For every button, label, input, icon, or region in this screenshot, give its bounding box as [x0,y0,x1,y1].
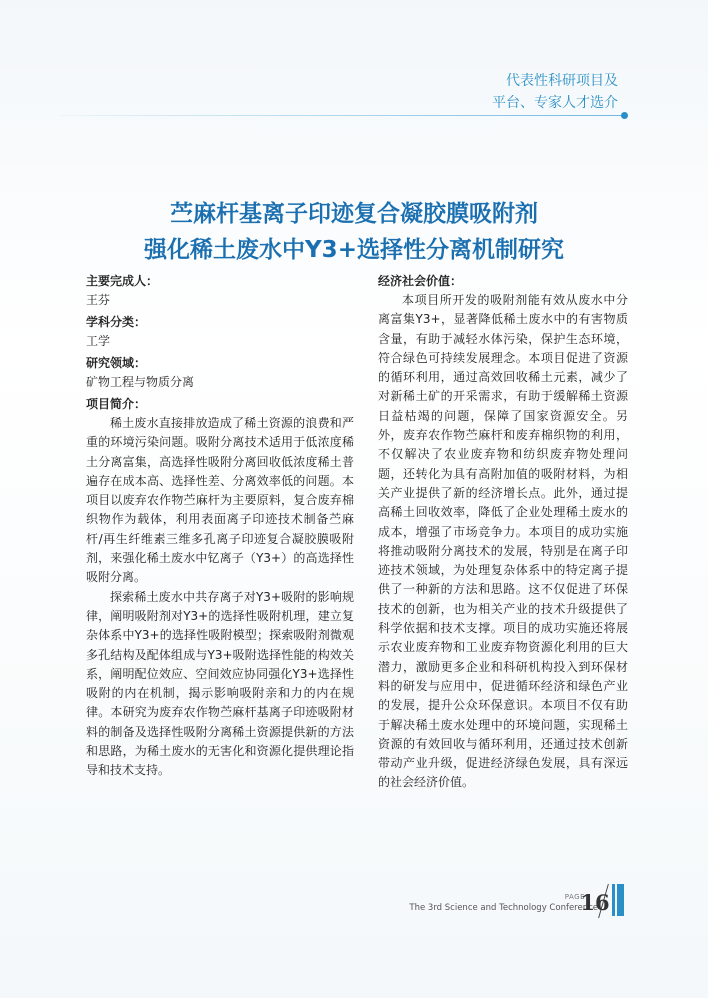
article-title [0,196,708,268]
value-paragraph: 本项目所开发的吸附剂能有效从废水中分离富集Y3+，显著降低稀土废水中的有害物质含量，有助于减轻水体污染，保护生态环境，符合绿色可持续发展理念。本项目促进了资源的循环利用，通过高效回收稀土元素，减少了对新稀土矿的开采需求，有助于缓解稀土资源日益枯竭的问题，保障了国家资源安全。另外，废弃农作物苎麻杆和废弃棉织物的利用，不仅解决了农业废弃物和纺织废弃物处理问题，还转化为具有高附加值的吸附材料，为相关产业提供了新的经济增长点。此外，通过提高稀土回收效率，降低了企业处理稀土废水的成本，增强了市场竞争力。本项目的成功实施将推动吸附分离技术的发展，特别是在离子印迹技术领域，为处理复杂体系中的特定离子提供了一种新的方法和思路。这不仅促进了环保技术的创新，也为相关产业的技术升级提供了科学依据和技术支撑。项目的成功实施还将展示农业废弃物和工业废弃物资源化利用的巨大潜力，激励更多企业和科研机构投入到环保材料的研发与应用中，促进循环经济和绿色产业的发展，提升公众环保意识。本项目不仅有助于解决稀土废水处理中的环境问题，实现稀土资源的有效回收与循环利用，还通过技术创新带动产业升级，促进经济绿色发展，具有深远的社会经济价值。 [378,293,628,790]
field-label: 研究领域： [86,356,147,370]
article-title-line2: 强化稀土废水中Y3+选择性分离机制研究 [144,237,564,263]
header-divider-dot [621,112,628,119]
section-header-line2: 平台、专家人才选介 [492,95,618,111]
header-divider [60,115,625,116]
section-header-line1: 代表性科研项目及 [506,73,618,89]
intro-paragraph-2: 探索稀土废水中共存离子对Y3+吸附的影响规律，阐明吸附剂对Y3+的选择性吸附机理，建立复杂体系中Y3+的选择性吸附模型；探索吸附剂微观多孔结构及配体组成与Y3+吸附选择性能的构效关系，阐明配位效应、空间效应协同强化Y3+选择性吸附的内在机制，揭示影响吸附亲和力的内在规律。本研究为废弃农作物苎麻杆基离子印迹吸附材料的制备及选择性吸附分离稀土资源提供新的方法和思路，为稀土废水的无害化和资源化提供理论指导和技术支持。 [86,589,354,778]
footer-conference: The 3rd Science and Technology Conference [409,903,598,913]
footer-accent-bar-thick [617,884,624,916]
value-label: 经济社会价值： [378,274,463,288]
intro-paragraph-1: 稀土废水直接排放造成了稀土资源的浪费和严重的环境污染问题。吸附分离技术适用于低浓度稀土分离富集，高选择性吸附分离回收低浓度稀土普遍存在成本高、选择性差、分离效率低的问题。本项目以废弃农作物苎麻杆为主要原料，复合废弃棉织物作为载体，利用表面离子印迹技术制备苎麻杆/再生纤维素三维多孔离子印迹复合凝胶膜吸附剂，来强化稀土废水中钇离子（Y3+）的高选择性吸附分离。 [86,416,354,585]
intro-label: 项目简介： [86,397,147,411]
leader-label: 主要完成人： [86,274,159,288]
discipline-value: 工学 [86,334,111,348]
page-number: 16 [580,890,610,915]
field-value: 矿物工程与物质分离 [86,375,195,389]
article-title-line1: 苎麻杆基离子印迹复合凝胶膜吸附剂 [170,201,538,227]
footer-page-label: PAGE [564,893,585,901]
right-column [378,272,628,793]
section-header [492,70,618,114]
left-column [86,272,354,781]
discipline-label: 学科分类： [86,315,147,329]
leader-value: 王芬 [86,293,111,307]
footer-accent-bar-thin [612,884,615,916]
